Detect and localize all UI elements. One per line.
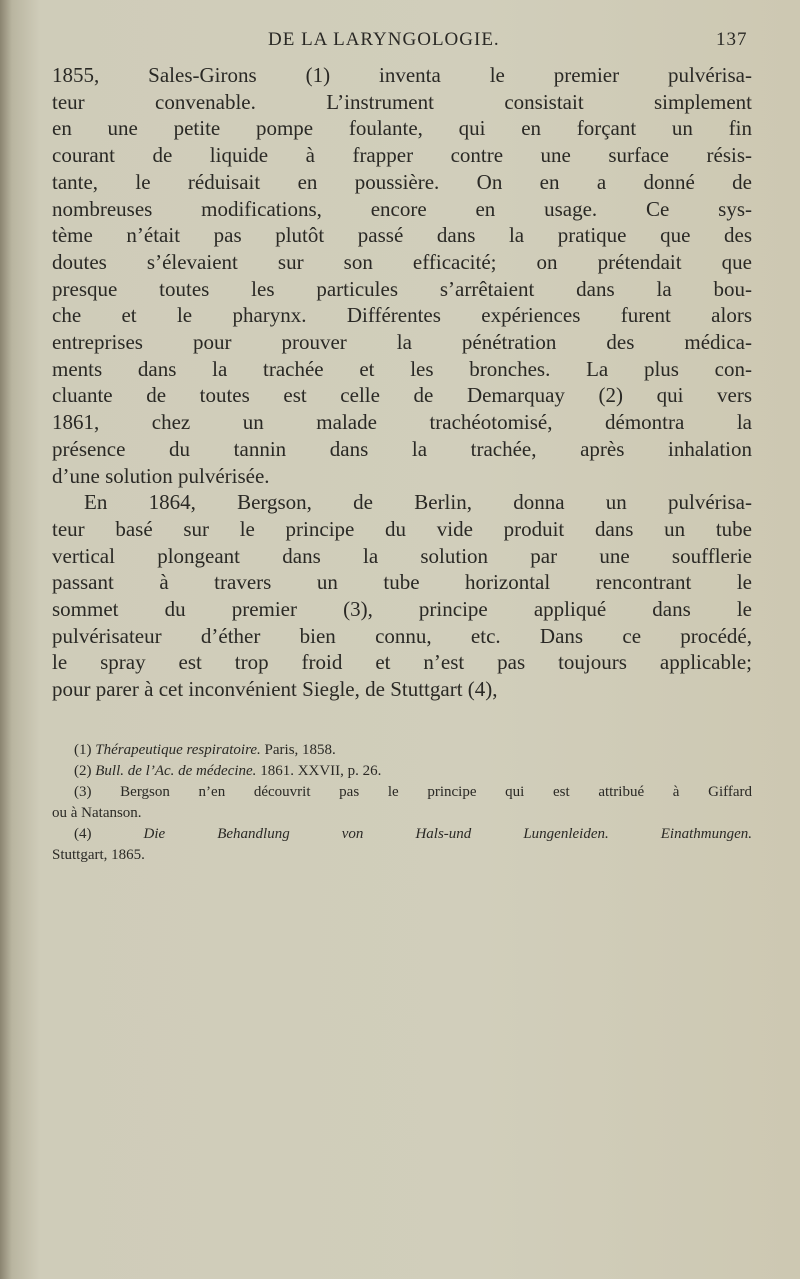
page-number: 137 <box>716 29 748 50</box>
footnote-1 <box>52 740 752 761</box>
footnote-3: (3) Bergson n’en découvrit pas le principe qui est attribué à Giffard <box>74 784 752 800</box>
footnote-number: (4) <box>74 826 92 842</box>
footnote-number: (2) <box>74 763 92 779</box>
text-line: vertical plongeant dans la solution par une soufflerie <box>52 543 752 568</box>
footnotes <box>52 740 752 866</box>
text-line: tème n’était pas plutôt passé dans la pratique que des <box>52 223 752 248</box>
footnote-2 <box>52 761 752 782</box>
text-line: nombreuses modifications, encore en usage. Ce sys- <box>52 196 752 221</box>
running-title: DE LA LARYNGOLOGIE. <box>268 29 500 50</box>
footnote-4-cont: Stuttgart, 1865. <box>52 847 145 863</box>
text-line: courant de liquide à frapper contre une surface résis- <box>52 143 752 168</box>
text-line: entreprises pour prouver la pénétration des médica- <box>52 330 752 355</box>
footnote-title: Thérapeutique respiratoire. <box>95 742 261 758</box>
text-line: en une petite pompe foulante, qui en forçant un fin <box>52 116 752 141</box>
footnote-3-cont: ou à Natanson. <box>52 805 142 821</box>
text-line: sommet du premier (3), principe appliqué dans le <box>52 597 752 622</box>
text-line: presque toutes les particules s’arrêtaient dans la bou- <box>52 276 752 301</box>
text-line: le spray est trop froid et n’est pas toujours applicable; <box>52 650 752 675</box>
text-line: présence du tannin dans la trachée, après inhalation <box>52 436 752 461</box>
text-line: doutes s’élevaient sur son efficacité; on prétendait que <box>52 249 752 274</box>
text-line: teur basé sur le principe du vide produit dans un tube <box>52 516 752 541</box>
footnote-4 <box>52 824 752 845</box>
text-line: En 1864, Bergson, de Berlin, donna un pulvérisa- <box>84 490 752 515</box>
footnote-title: Bull. de l’Ac. de médecine. <box>95 763 257 779</box>
text-line: 1855, Sales-Girons (1) inventa le premier pulvérisa- <box>52 63 752 87</box>
text-line: teur convenable. L’instrument consistait simplement <box>52 89 752 114</box>
running-header <box>0 26 800 54</box>
text-line: tante, le réduisait en poussière. On en a donné de <box>52 169 752 194</box>
text-line: pulvérisateur d’éther bien connu, etc. Dans ce procédé, <box>52 623 752 648</box>
text-line: ments dans la trachée et les bronches. La plus con- <box>52 356 752 381</box>
text-line: pour parer à cet inconvénient Siegle, de Stuttgart (4), <box>52 677 498 702</box>
body-text <box>52 62 752 703</box>
footnote-title: Die Behandlung von Hals-und Lungenleiden. Einathmungen. <box>143 826 753 842</box>
text-line: d’une solution pulvérisée. <box>52 463 270 488</box>
text-line: che et le pharynx. Différentes expériences furent alors <box>52 303 752 328</box>
text-line: cluante de toutes est celle de Demarquay (2) qui vers <box>52 383 752 408</box>
text-line: 1861, chez un malade trachéotomisé, démontra la <box>52 410 752 435</box>
footnote-text: Paris, 1858. <box>260 742 336 758</box>
footnote-number: (1) <box>74 742 92 758</box>
text-line: passant à travers un tube horizontal rencontrant le <box>52 570 752 595</box>
footnote-text: 1861. XXVII, p. 26. <box>256 763 382 779</box>
